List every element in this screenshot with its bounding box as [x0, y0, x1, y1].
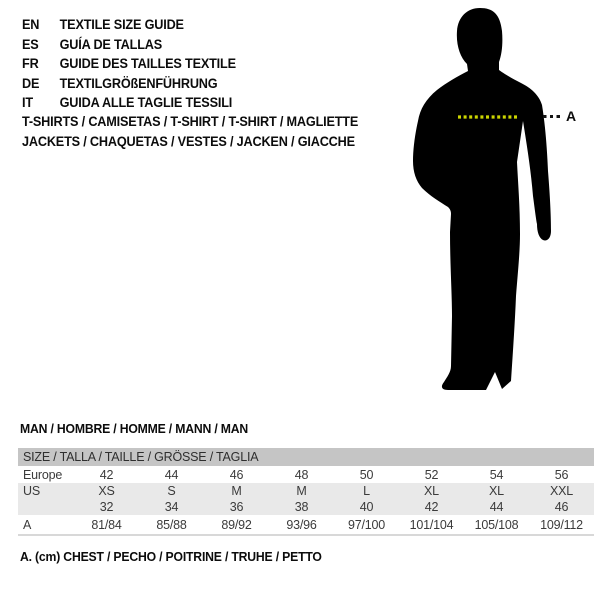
language-row [22, 54, 236, 74]
size-cell: XL [399, 483, 464, 499]
section-title-man: MAN / HOMBRE / HOMME / MANN / MAN [20, 421, 249, 436]
language-row [22, 93, 236, 113]
row-label: US [18, 483, 74, 499]
size-cell: 44 [464, 499, 529, 515]
language-row [22, 15, 236, 35]
language-code: FR [22, 56, 39, 72]
size-cell: 81/84 [91, 517, 122, 532]
language-code: ES [22, 36, 39, 52]
language-row [22, 74, 236, 94]
measure-label-a: A [566, 108, 577, 124]
size-table-header-row [18, 448, 594, 466]
size-cell: 42 [99, 467, 114, 482]
language-title: GUÍA DE TALLAS [59, 36, 163, 52]
size-cell: 56 [554, 467, 569, 482]
table-row-chest-a [18, 515, 594, 535]
size-cell: 97/100 [347, 517, 386, 532]
row-label [18, 499, 74, 515]
language-title: GUIDA ALLE TAGLIE TESSILI [59, 95, 233, 111]
measurement-footnote: A. (cm) CHEST / PECHO / POITRINE / TRUHE / PETTO [20, 549, 322, 564]
size-cell: 32 [74, 499, 139, 515]
size-cell: S [139, 483, 204, 499]
size-cell: 105/108 [474, 517, 519, 532]
language-code: IT [22, 95, 33, 111]
size-cell: XXL [529, 483, 594, 499]
table-row-europe [18, 466, 594, 483]
size-cell: 42 [399, 499, 464, 515]
language-code: DE [22, 75, 40, 91]
man-silhouette-body [413, 8, 551, 390]
size-cell: 36 [204, 499, 269, 515]
language-code: EN [22, 17, 40, 32]
language-title: TEXTILGRÖßENFÜHRUNG [59, 75, 218, 91]
size-cell: 101/104 [409, 517, 454, 532]
table-row-us-numeric [18, 499, 594, 515]
language-title: GUIDE DES TAILLES TEXTILE [59, 56, 236, 72]
size-table-header: SIZE / TALLA / TAILLE / GRÖSSE / TAGLIA [18, 448, 594, 466]
size-cell: 46 [529, 499, 594, 515]
size-table [18, 448, 594, 536]
row-label: Europe [23, 467, 63, 482]
man-silhouette [410, 5, 580, 395]
size-cell: XL [464, 483, 529, 499]
size-cell: 46 [229, 467, 244, 482]
size-cell: 85/88 [156, 517, 187, 532]
size-cell: 109/112 [540, 517, 583, 532]
size-cell: 52 [424, 467, 439, 482]
size-cell: L [334, 483, 399, 499]
category-line-jackets: JACKETS / CHAQUETAS / VESTES / JACKEN / GIACCHE [22, 133, 355, 149]
size-cell: 44 [164, 467, 179, 482]
category-lines [22, 112, 358, 151]
language-title: TEXTILE SIZE GUIDE [59, 17, 184, 32]
measure-pointer-dashes [543, 115, 563, 118]
size-cell: 34 [139, 499, 204, 515]
size-cell: 48 [294, 467, 309, 482]
language-row [22, 35, 236, 55]
size-cell: XS [74, 483, 139, 499]
size-cell: 40 [334, 499, 399, 515]
category-line-tshirts: T-SHIRTS / CAMISETAS / T-SHIRT / T-SHIRT / MAGLIETTE [22, 114, 359, 129]
size-cell: M [269, 483, 334, 499]
table-row-us [18, 483, 594, 499]
row-label: A [23, 517, 32, 532]
size-cell: 50 [359, 467, 374, 482]
size-cell: 93/96 [286, 517, 317, 532]
language-title-list [22, 15, 236, 113]
size-cell: 54 [489, 467, 504, 482]
size-cell: 89/92 [221, 517, 252, 532]
size-cell: 38 [269, 499, 334, 515]
size-cell: M [204, 483, 269, 499]
